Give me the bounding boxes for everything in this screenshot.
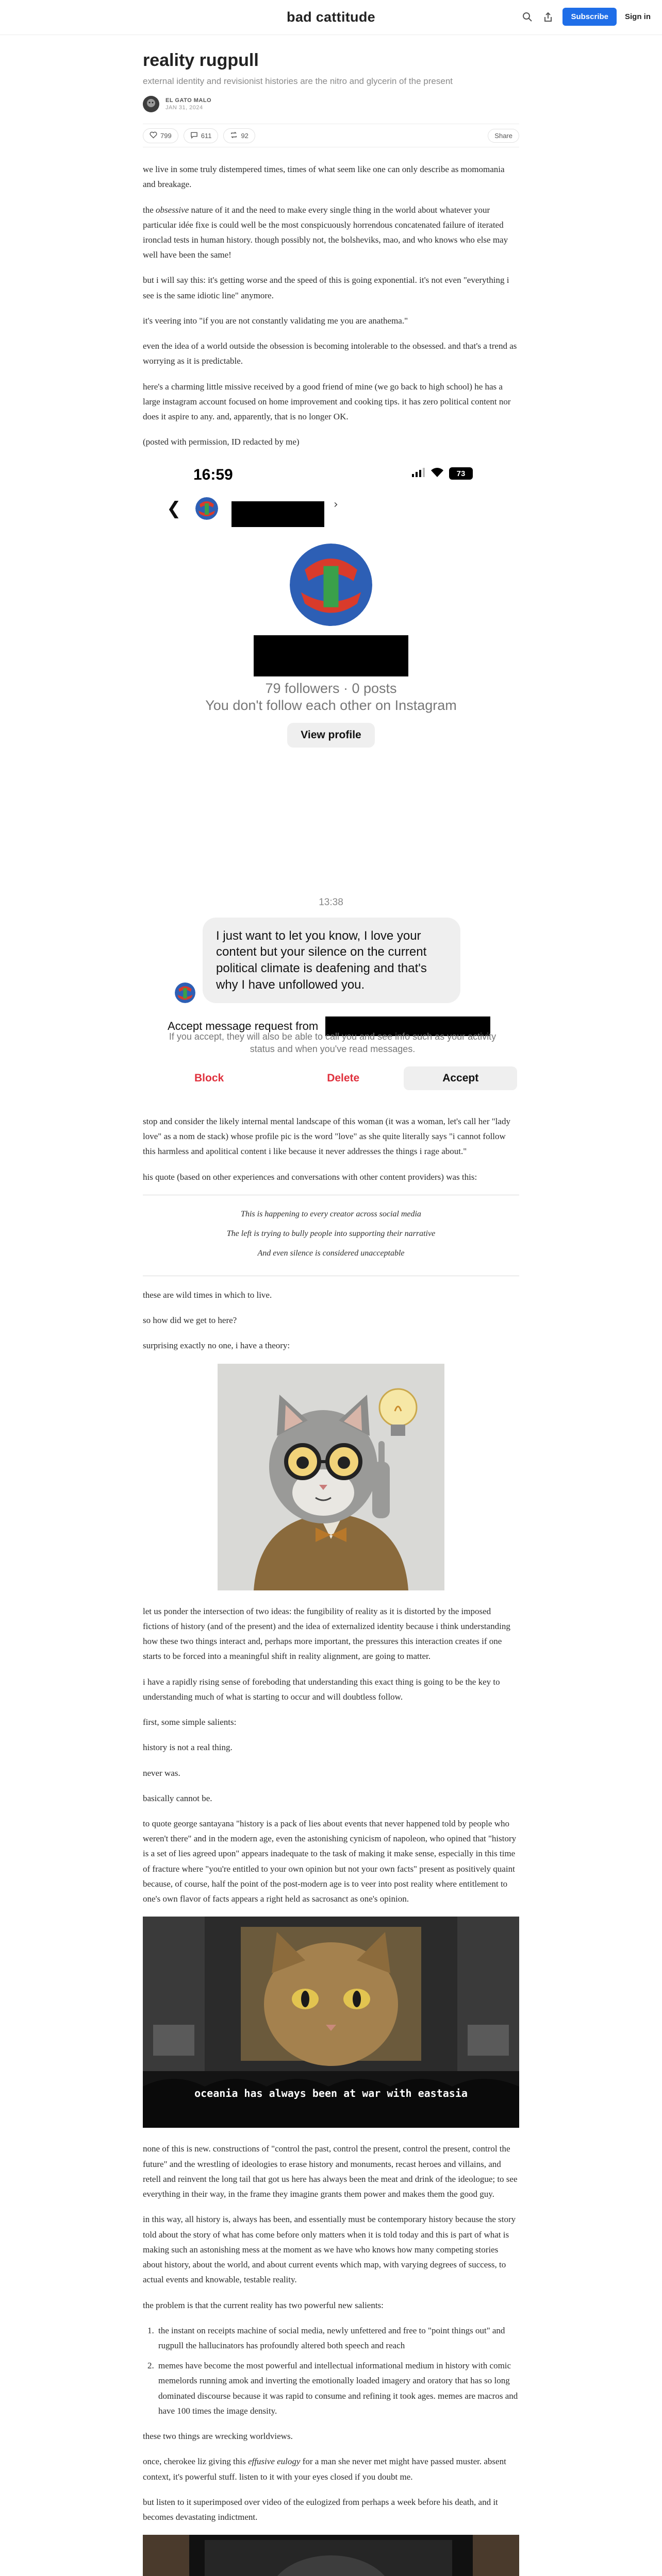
list-item: 2. memes have become the most powerful and intellectual informational medium in history with comic memelords running amok and inverting the emotionally loaded imagery and oratory that has so long dominated discourse because it was rapid to consume and refining it took ages. memes are macros and have 100 times the image density.	[156, 2358, 519, 2418]
cat-lightbulb-image[interactable]	[218, 1364, 444, 1590]
list-item: 1. the instant on receipts machine of social media, newly unfettered and free to "point things out" and rugpull the hallucinators has profoundly altered both speech and reach	[156, 2323, 519, 2353]
history-section	[143, 2141, 519, 2524]
instagram-screenshot	[143, 460, 519, 1090]
salients-list	[156, 2323, 519, 2418]
byline	[143, 96, 519, 112]
signin-button[interactable]: Sign in	[625, 12, 651, 21]
quote-line: This is happening to every creator across social media	[241, 1209, 421, 1218]
restack-icon	[230, 131, 238, 140]
share-button[interactable]: Share	[488, 129, 519, 143]
top-nav	[0, 0, 662, 35]
intro-section	[143, 162, 519, 450]
paragraph: never was.	[143, 1768, 180, 1778]
paragraph: in this way, all history is, always has been, and essentially must be contemporary history because the story told about the story of what has come before only matters when it is told today and this is part of what is making such an astonishing mess at the moment as we have who knows how many competing stories about history, about the world, and about current events which map, with varying degrees of success, to actual events and knowable, testable reality.	[143, 2214, 516, 2285]
restack-count: 92	[241, 131, 249, 140]
like-button[interactable]	[143, 128, 178, 143]
follower-stats: 79 followers · 0 posts	[265, 680, 397, 696]
post-subtitle: external identity and revisionist histories are the nitro and glycerin of the present	[143, 76, 453, 87]
sender-avatar[interactable]	[175, 982, 195, 1003]
article	[143, 50, 519, 2576]
redacted-profile-name	[254, 635, 408, 676]
action-bar	[143, 124, 519, 147]
phone-time: 16:59	[193, 466, 233, 483]
restack-button[interactable]	[223, 128, 255, 143]
post-date: JAN 31, 2024	[166, 105, 203, 111]
big-brother-cat-meme[interactable]	[143, 1917, 519, 2128]
message-bubble: I just want to let you know, I love your content but your silence on the current political climate is deafening and that's why I have unfollowed you.	[203, 918, 460, 1004]
like-count: 799	[160, 131, 172, 140]
paragraph: his quote (based on other experiences and conversations with other content providers) was this:	[143, 1172, 477, 1182]
paragraph: these two things are wrecking worldviews.	[143, 2431, 293, 2442]
paragraph: i have a rapidly rising sense of foreboding that understanding this exact thing is going to be the key to understanding much of what is starting to occur and will doubtless follow.	[143, 1676, 500, 1702]
search-icon[interactable]	[521, 11, 534, 23]
mutual-status: You don't follow each other on Instagram	[205, 697, 457, 713]
wifi-icon	[431, 467, 444, 480]
phone-status-icons	[412, 467, 473, 480]
author-avatar[interactable]	[143, 96, 159, 112]
meme-caption: oceania has always been at war with eastasia	[194, 2087, 468, 2100]
comment-icon	[190, 131, 198, 140]
back-arrow-icon[interactable]: ❮	[167, 498, 181, 519]
comment-button[interactable]	[184, 128, 219, 143]
paragraph: to quote george santayana "history is a pack of lies about events that never happened told by people who weren't there" and in the modern age, even the astonishing cynicism of napoleon, who opined that "history is a set of lies agreed upon" appears inadequate to the task of making it make sense, especially in this time of fracture where "you're entitled to your own opinion but not your own facts" present as positively quaint because, of course, half the point of the post-modern age is to veer into post reality where entitlement to one's own flavor of facts appears a right held as sacrosanct as one's opinion.	[143, 1819, 517, 1904]
paragraph: the problem is that the current reality has two powerful new salients:	[143, 2300, 384, 2310]
message-request	[143, 1016, 519, 1055]
paragraph: it's veering into "if you are not constantly validating me you are anathema."	[143, 315, 408, 326]
message-row	[143, 918, 519, 1004]
paragraph: here's a charming little missive received by a good friend of mine (we go back to high school) he has a large instagram account focused on home improvement and cooking tips. it has zero political content nor does it aspire to any. and, apparently, that is no longer OK.	[143, 381, 511, 422]
heart-icon	[150, 131, 157, 140]
signal-icon	[412, 468, 425, 480]
transition-section	[143, 1287, 519, 1353]
request-title-text: Accept message request from	[168, 1020, 319, 1033]
paragraph: let us ponder the intersection of two ideas: the fungibility of reality as it is distorted by the imposed fictions of history (and of the present) and the idea of externalized identity because i think understanding how these two things interact and, perhaps more important, the pressures this interaction creates if one starts to be forced into a meaningful shift in reality alignment, are going to matter.	[143, 1606, 510, 1662]
theory-section	[143, 1604, 519, 1907]
video-embed[interactable]	[143, 2535, 519, 2576]
share-icon[interactable]	[542, 11, 554, 23]
pull-quote	[143, 1195, 519, 1276]
paragraph: the obsessive nature of it and the need to make every single thing in the world about whatever your particular idée fixe is could well be the most conspicuously horrendous concatenated failure of iterated ironclad tests in human history. though possibly not, the bolsheviks, mao, and who knows who else may well have been the same!	[143, 205, 508, 260]
accept-button[interactable]: Accept	[404, 1066, 517, 1090]
paragraph: stop and consider the likely internal mental landscape of this woman (it was a woman, let's call her "lady love" as a nom de stack) whose profile pic is the word "love" as she quite literally says "i cannot follow this harmless and apolitical content i like because it never addresses the things i rage about."	[143, 1116, 510, 1157]
paragraph: basically cannot be.	[143, 1793, 212, 1803]
paragraph: history is not a real thing.	[143, 1742, 233, 1753]
paragraph: once, cherokee liz giving this effusive eulogy for a man she never met might have passed muster. absent context, it's powerful stuff. listen to it with your eyes closed if you doubt me.	[143, 2456, 506, 2482]
delete-button[interactable]: Delete	[327, 1072, 360, 1084]
instagram-chat-header	[143, 492, 519, 524]
redacted-username	[231, 501, 324, 527]
analysis-section	[143, 1114, 519, 1184]
request-description: If you accept, they will also be able to call you and see info such as your activity status and when you've read messages.	[169, 1031, 496, 1054]
battery-level: 73	[449, 467, 473, 480]
phone-status-bar	[143, 460, 519, 492]
paragraph: none of this is new. constructions of "control the past, control the present, control the present, control the future" and the wrestling of ideologies to erase history and monuments, recast heroes and villains, and retell and reinvent the long tail that got us here has always been the meat and drink of the ideologue; to see everything in their way, in the frame they imagine grants them power and makes them the good guy.	[143, 2144, 518, 2199]
view-profile-button[interactable]: View profile	[287, 723, 374, 748]
paragraph: these are wild times in which to live.	[143, 1290, 272, 1300]
paragraph: even the idea of a world outside the obsession is becoming intolerable to the obsessed. and that's a trend as worrying as it is predictable.	[143, 341, 517, 366]
author-name[interactable]: EL GATO MALO	[166, 97, 212, 104]
instagram-profile-card	[143, 544, 519, 748]
publication-name[interactable]: bad cattitude	[287, 9, 375, 25]
comment-count: 611	[201, 131, 212, 140]
paragraph: so how did we get to here?	[143, 1315, 237, 1326]
paragraph: first, some simple salients:	[143, 1717, 237, 1727]
paragraph: but i will say this: it's getting worse and the speed of this is going exponential. it's not even "everything i see is the same idiotic line" anymore.	[143, 275, 509, 300]
block-button[interactable]: Block	[194, 1072, 224, 1084]
request-actions	[143, 1066, 519, 1090]
paragraph: but listen to it superimposed over video of the eulogized from perhaps a week before his death, and it becomes devastating indictment.	[143, 2497, 498, 2522]
quote-line: The left is trying to bully people into supporting their narrative	[226, 1229, 436, 1238]
nav-actions	[521, 8, 651, 26]
paragraph: we live in some truly distempered times, times of what seem like one can only describe as momomania and breakage.	[143, 164, 505, 190]
quote-line: And even silence is considered unacceptable	[257, 1248, 405, 1258]
message-timestamp: 13:38	[319, 896, 343, 908]
subscribe-button[interactable]: Subscribe	[562, 8, 617, 26]
post-title: reality rugpull	[143, 50, 259, 70]
chevron-right-icon[interactable]: ›	[334, 498, 338, 511]
paragraph: (posted with permission, ID redacted by me)	[143, 437, 300, 447]
paragraph: surprising exactly no one, i have a theory:	[143, 1341, 290, 1351]
profile-avatar[interactable]	[290, 544, 372, 626]
contact-avatar[interactable]	[195, 497, 218, 520]
